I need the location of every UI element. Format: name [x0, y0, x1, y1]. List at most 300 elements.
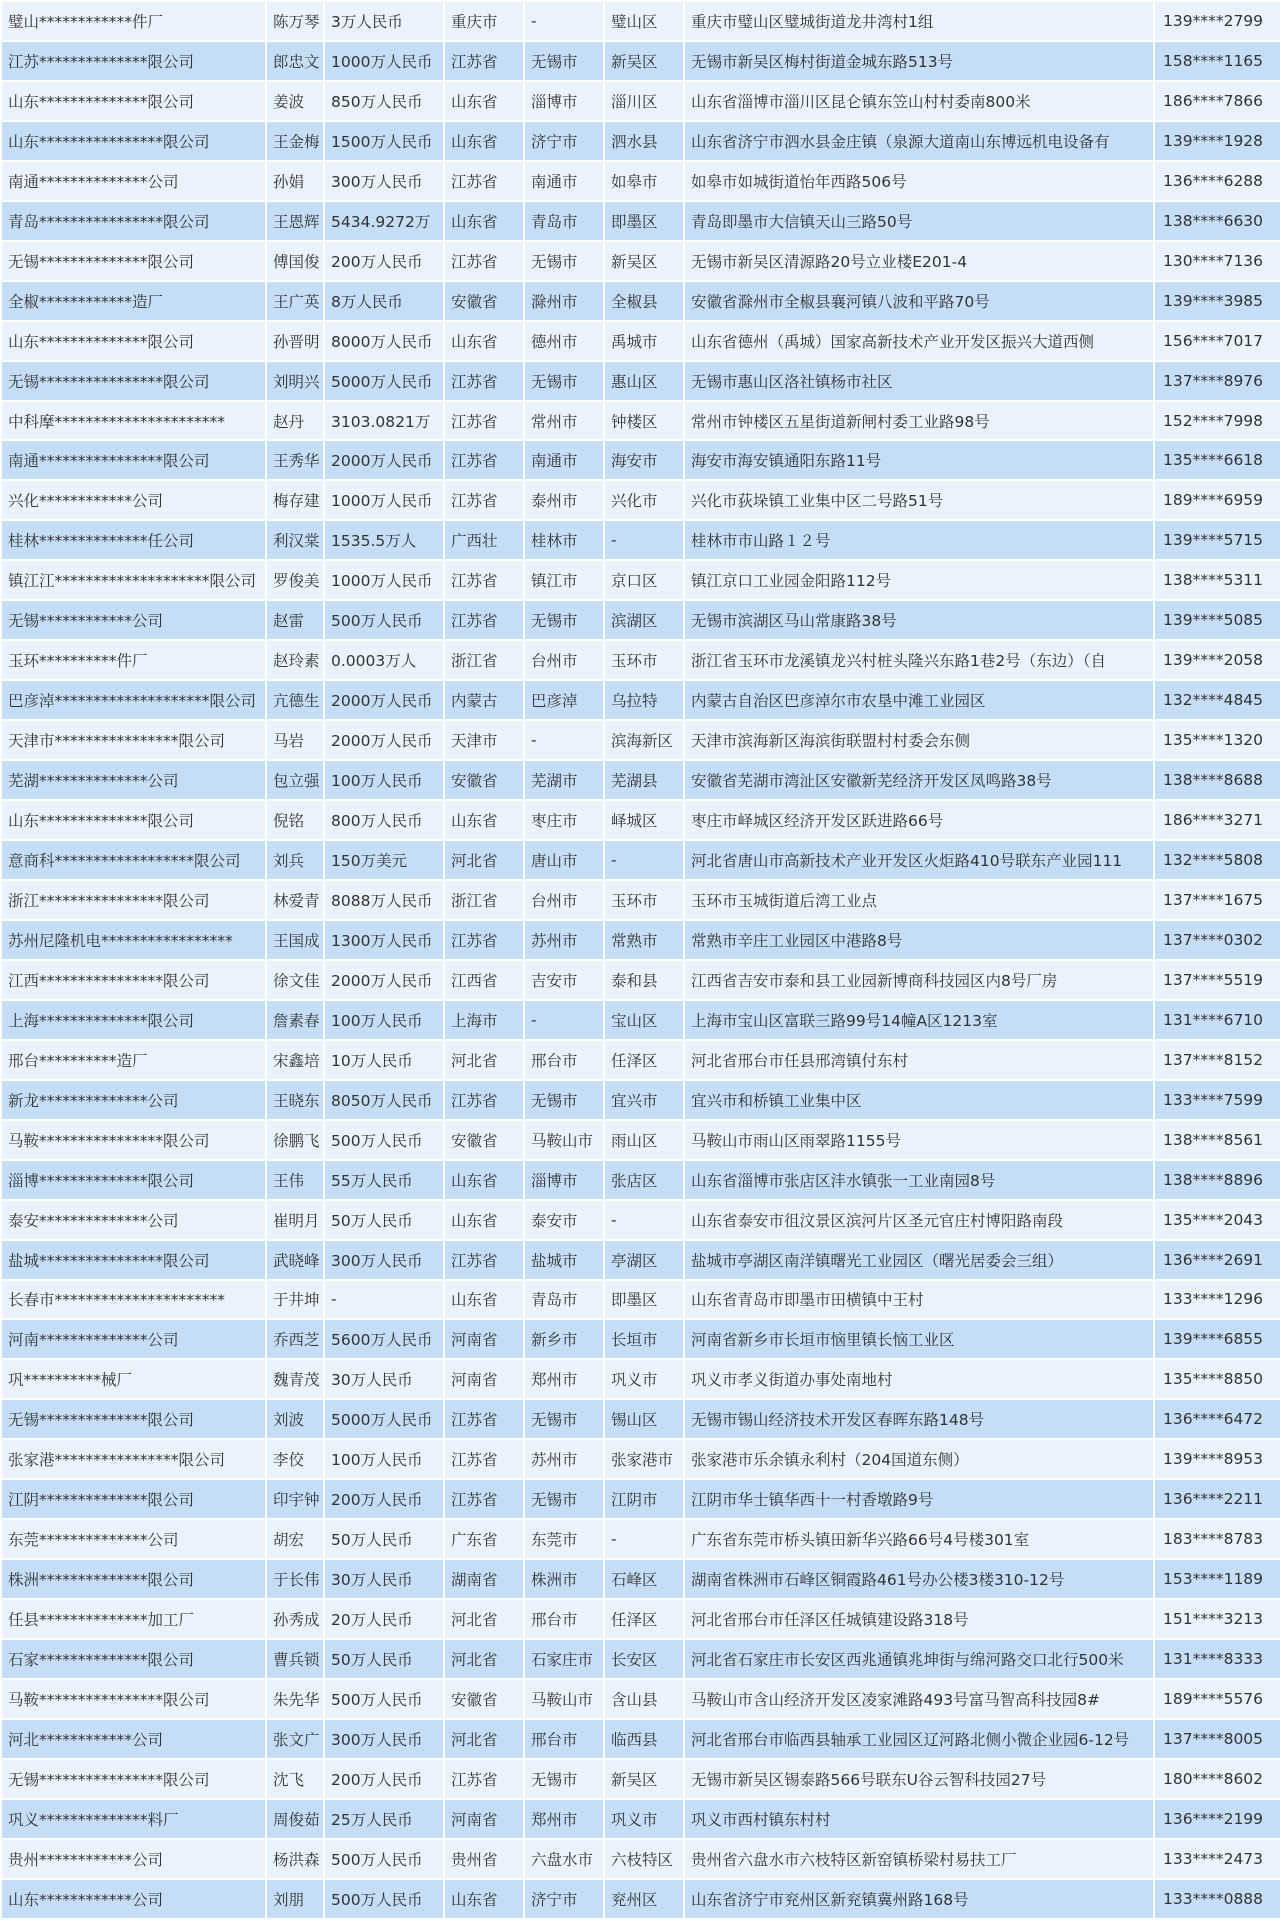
district-cell: 任泽区	[604, 1040, 684, 1080]
city-cell: 无锡市	[524, 1479, 604, 1519]
company-name-cell: 南通**************公司	[1, 161, 266, 201]
city-cell: 无锡市	[524, 1759, 604, 1799]
city-cell: 济宁市	[524, 121, 604, 161]
legal-person-cell: 于井坤	[266, 1280, 324, 1320]
province-cell: 安徽省	[444, 760, 524, 800]
address-cell: 河北省唐山市高新技术产业开发区火炬路410号联东产业园111	[684, 840, 1154, 880]
district-cell: 禹城市	[604, 321, 684, 361]
province-cell: 山东省	[444, 201, 524, 241]
province-cell: 江苏省	[444, 401, 524, 441]
province-cell: 上海市	[444, 1000, 524, 1040]
phone-cell: 139****3985	[1154, 281, 1280, 321]
district-cell: 雨山区	[604, 1120, 684, 1160]
district-cell: 淄川区	[604, 81, 684, 121]
province-cell: 广西壮	[444, 520, 524, 560]
province-cell: 河北省	[444, 1599, 524, 1639]
table-row	[1, 1080, 1280, 1120]
legal-person-cell: 宋鑫培	[266, 1040, 324, 1080]
address-cell: 贵州省六盘水市六枝特区新窑镇桥梁村易扶工厂	[684, 1839, 1154, 1879]
city-cell: 南通市	[524, 440, 604, 480]
province-cell: 安徽省	[444, 1679, 524, 1719]
table-row	[1, 121, 1280, 161]
address-cell: 如皋市如城街道怡年西路506号	[684, 161, 1154, 201]
phone-cell: 137****5519	[1154, 960, 1280, 1000]
legal-person-cell: 王金梅	[266, 121, 324, 161]
registered-capital-cell: 3103.0821万	[324, 401, 444, 441]
legal-person-cell: 梅存建	[266, 480, 324, 520]
registered-capital-cell: 500万人民币	[324, 1120, 444, 1160]
province-cell: 山东省	[444, 121, 524, 161]
phone-cell: 153****1189	[1154, 1559, 1280, 1599]
legal-person-cell: 朱先华	[266, 1679, 324, 1719]
table-row	[1, 1839, 1280, 1879]
district-cell: 常熟市	[604, 920, 684, 960]
province-cell: 山东省	[444, 1280, 524, 1320]
phone-cell: 139****5715	[1154, 520, 1280, 560]
table-row	[1, 680, 1280, 720]
province-cell: 江苏省	[444, 41, 524, 81]
province-cell: 江苏省	[444, 920, 524, 960]
company-name-cell: 镇江江********************限公司	[1, 560, 266, 600]
table-row	[1, 720, 1280, 760]
district-cell: 京口区	[604, 560, 684, 600]
province-cell: 河南省	[444, 1359, 524, 1399]
legal-person-cell: 林爱青	[266, 880, 324, 920]
city-cell: 吉安市	[524, 960, 604, 1000]
legal-person-cell: 陈万琴	[266, 1, 324, 41]
district-cell: 石峰区	[604, 1559, 684, 1599]
district-cell: -	[604, 1200, 684, 1240]
province-cell: 山东省	[444, 1160, 524, 1200]
table-row	[1, 1759, 1280, 1799]
phone-cell: 186****3271	[1154, 800, 1280, 840]
registered-capital-cell: 200万人民币	[324, 241, 444, 281]
company-name-cell: 芜湖**************公司	[1, 760, 266, 800]
table-row	[1, 201, 1280, 241]
address-cell: 张家港市乐余镇永利村（204国道东侧）	[684, 1439, 1154, 1479]
phone-cell: 189****6959	[1154, 480, 1280, 520]
legal-person-cell: 赵雷	[266, 600, 324, 640]
table-row	[1, 440, 1280, 480]
phone-cell: 132****5808	[1154, 840, 1280, 880]
district-cell: -	[604, 520, 684, 560]
city-cell: 镇江市	[524, 560, 604, 600]
registered-capital-cell: 2000万人民币	[324, 680, 444, 720]
legal-person-cell: 王国成	[266, 920, 324, 960]
province-cell: 山东省	[444, 800, 524, 840]
phone-cell: 183****8783	[1154, 1519, 1280, 1559]
legal-person-cell: 崔明月	[266, 1200, 324, 1240]
legal-person-cell: 曹兵锁	[266, 1639, 324, 1679]
legal-person-cell: 王晓东	[266, 1080, 324, 1120]
phone-cell: 139****6855	[1154, 1319, 1280, 1359]
company-name-cell: 江西****************限公司	[1, 960, 266, 1000]
city-cell: 济宁市	[524, 1879, 604, 1919]
company-name-cell: 山东************公司	[1, 1879, 266, 1919]
phone-cell: 135****1320	[1154, 720, 1280, 760]
district-cell: 长垣市	[604, 1319, 684, 1359]
district-cell: 如皋市	[604, 161, 684, 201]
company-name-cell: 璧山************件厂	[1, 1, 266, 41]
legal-person-cell: 徐鹏飞	[266, 1120, 324, 1160]
company-name-cell: 贵州************公司	[1, 1839, 266, 1879]
district-cell: 乌拉特	[604, 680, 684, 720]
address-cell: 常熟市辛庄工业园区中港路8号	[684, 920, 1154, 960]
legal-person-cell: 刘波	[266, 1399, 324, 1439]
district-cell: 宜兴市	[604, 1080, 684, 1120]
legal-person-cell: 孙晋明	[266, 321, 324, 361]
district-cell: 长安区	[604, 1639, 684, 1679]
address-cell: 巩义市孝义街道办事处南地村	[684, 1359, 1154, 1399]
registered-capital-cell: 100万人民币	[324, 1000, 444, 1040]
province-cell: 广东省	[444, 1519, 524, 1559]
company-name-cell: 马鞍****************限公司	[1, 1679, 266, 1719]
phone-cell: 158****1165	[1154, 41, 1280, 81]
province-cell: 江西省	[444, 960, 524, 1000]
city-cell: 苏州市	[524, 920, 604, 960]
table-row	[1, 800, 1280, 840]
address-cell: 山东省泰安市徂汶景区滨河片区圣元官庄村博阳路南段	[684, 1200, 1154, 1240]
legal-person-cell: 利汉棠	[266, 520, 324, 560]
province-cell: 浙江省	[444, 640, 524, 680]
phone-cell: 137****8152	[1154, 1040, 1280, 1080]
registered-capital-cell: 2000万人民币	[324, 440, 444, 480]
province-cell: 山东省	[444, 1200, 524, 1240]
address-cell: 马鞍山市雨山区雨翠路1155号	[684, 1120, 1154, 1160]
address-cell: 无锡市滨湖区马山常康路38号	[684, 600, 1154, 640]
table-row	[1, 1240, 1280, 1280]
legal-person-cell: 张文广	[266, 1719, 324, 1759]
registered-capital-cell: 50万人民币	[324, 1519, 444, 1559]
table-row	[1, 1120, 1280, 1160]
district-cell: 新吴区	[604, 1759, 684, 1799]
table-row	[1, 520, 1280, 560]
city-cell: 株洲市	[524, 1559, 604, 1599]
company-name-cell: 新龙**************公司	[1, 1080, 266, 1120]
city-cell: 青岛市	[524, 201, 604, 241]
phone-cell: 138****5311	[1154, 560, 1280, 600]
address-cell: 重庆市璧山区璧城街道龙井湾村1组	[684, 1, 1154, 41]
address-cell: 河北省邢台市任泽区任城镇建设路318号	[684, 1599, 1154, 1639]
phone-cell: 189****5576	[1154, 1679, 1280, 1719]
table-row	[1, 1040, 1280, 1080]
table-row	[1, 1559, 1280, 1599]
province-cell: 江苏省	[444, 1439, 524, 1479]
address-cell: 上海市宝山区富联三路99号14幢A区1213室	[684, 1000, 1154, 1040]
company-name-cell: 东莞**************公司	[1, 1519, 266, 1559]
company-name-cell: 巩**********械厂	[1, 1359, 266, 1399]
district-cell: 兖州区	[604, 1879, 684, 1919]
district-cell: 新吴区	[604, 241, 684, 281]
province-cell: 河北省	[444, 840, 524, 880]
address-cell: 镇江京口工业园金阳路112号	[684, 560, 1154, 600]
address-cell: 广东省东莞市桥头镇田新华兴路66号4号楼301室	[684, 1519, 1154, 1559]
district-cell: 巩义市	[604, 1359, 684, 1399]
city-cell: 邢台市	[524, 1599, 604, 1639]
company-name-cell: 江阴**************限公司	[1, 1479, 266, 1519]
legal-person-cell: 赵丹	[266, 401, 324, 441]
city-cell: 石家庄市	[524, 1639, 604, 1679]
phone-cell: 133****1296	[1154, 1280, 1280, 1320]
address-cell: 天津市滨海新区海滨街联盟村村委会东侧	[684, 720, 1154, 760]
legal-person-cell: 杨洪森	[266, 1839, 324, 1879]
district-cell: 峄城区	[604, 800, 684, 840]
province-cell: 江苏省	[444, 161, 524, 201]
legal-person-cell: 罗俊美	[266, 560, 324, 600]
table-row	[1, 1799, 1280, 1839]
district-cell: 巩义市	[604, 1799, 684, 1839]
table-row	[1, 1160, 1280, 1200]
registered-capital-cell: 500万人民币	[324, 1679, 444, 1719]
registered-capital-cell: 100万人民币	[324, 760, 444, 800]
table-row	[1, 480, 1280, 520]
district-cell: 玉环市	[604, 880, 684, 920]
phone-cell: 186****7866	[1154, 81, 1280, 121]
city-cell: 六盘水市	[524, 1839, 604, 1879]
table-row	[1, 1, 1280, 41]
district-cell: 任泽区	[604, 1599, 684, 1639]
company-name-cell: 河北************公司	[1, 1719, 266, 1759]
legal-person-cell: 倪铭	[266, 800, 324, 840]
province-cell: 河南省	[444, 1319, 524, 1359]
district-cell: 张家港市	[604, 1439, 684, 1479]
registered-capital-cell: 850万人民币	[324, 81, 444, 121]
company-name-cell: 盐城****************限公司	[1, 1240, 266, 1280]
registered-capital-cell: 300万人民币	[324, 161, 444, 201]
province-cell: 安徽省	[444, 1120, 524, 1160]
city-cell: 新乡市	[524, 1319, 604, 1359]
registered-capital-cell: 200万人民币	[324, 1479, 444, 1519]
registered-capital-cell: 1000万人民币	[324, 480, 444, 520]
registered-capital-cell: 8000万人民币	[324, 321, 444, 361]
city-cell: 无锡市	[524, 361, 604, 401]
company-name-cell: 石家**************限公司	[1, 1639, 266, 1679]
registered-capital-cell: 100万人民币	[324, 1439, 444, 1479]
phone-cell: 139****5085	[1154, 600, 1280, 640]
city-cell: 淄博市	[524, 1160, 604, 1200]
province-cell: 江苏省	[444, 560, 524, 600]
city-cell: 郑州市	[524, 1359, 604, 1399]
legal-person-cell: 徐文佳	[266, 960, 324, 1000]
phone-cell: 130****7136	[1154, 241, 1280, 281]
district-cell: 海安市	[604, 440, 684, 480]
phone-cell: 152****7998	[1154, 401, 1280, 441]
company-name-cell: 苏州尼隆机电*****************	[1, 920, 266, 960]
company-name-cell: 浙江****************限公司	[1, 880, 266, 920]
city-cell: -	[524, 1, 604, 41]
table-row	[1, 1319, 1280, 1359]
company-name-cell: 河南**************公司	[1, 1319, 266, 1359]
address-cell: 无锡市新吴区梅村街道金城东路513号	[684, 41, 1154, 81]
phone-cell: 137****8976	[1154, 361, 1280, 401]
registered-capital-cell: 8050万人民币	[324, 1080, 444, 1120]
company-name-cell: 上海**************限公司	[1, 1000, 266, 1040]
company-name-cell: 无锡************公司	[1, 600, 266, 640]
registered-capital-cell: 150万美元	[324, 840, 444, 880]
city-cell: 无锡市	[524, 1399, 604, 1439]
province-cell: 江苏省	[444, 1240, 524, 1280]
company-name-cell: 无锡****************限公司	[1, 361, 266, 401]
company-name-cell: 无锡****************限公司	[1, 1759, 266, 1799]
table-row	[1, 640, 1280, 680]
company-name-cell: 南通****************限公司	[1, 440, 266, 480]
registered-capital-cell: 3万人民币	[324, 1, 444, 41]
legal-person-cell: 乔西芝	[266, 1319, 324, 1359]
table-row	[1, 401, 1280, 441]
registered-capital-cell: 1000万人民币	[324, 41, 444, 81]
registered-capital-cell: 8万人民币	[324, 281, 444, 321]
phone-cell: 138****8688	[1154, 760, 1280, 800]
company-name-cell: 兴化************公司	[1, 480, 266, 520]
table-row	[1, 1439, 1280, 1479]
registered-capital-cell: 25万人民币	[324, 1799, 444, 1839]
district-cell: -	[604, 840, 684, 880]
phone-cell: 136****6288	[1154, 161, 1280, 201]
table-row	[1, 920, 1280, 960]
address-cell: 盐城市亭湖区南洋镇曙光工业园区（曙光居委会三组）	[684, 1240, 1154, 1280]
table-row	[1, 161, 1280, 201]
table-row	[1, 1879, 1280, 1919]
table-row	[1, 1679, 1280, 1719]
registered-capital-cell: 800万人民币	[324, 800, 444, 840]
district-cell: 泗水县	[604, 121, 684, 161]
city-cell: 桂林市	[524, 520, 604, 560]
company-name-cell: 全椒************造厂	[1, 281, 266, 321]
legal-person-cell: 王广英	[266, 281, 324, 321]
table-row	[1, 1519, 1280, 1559]
district-cell: 锡山区	[604, 1399, 684, 1439]
address-cell: 无锡市新吴区锡泰路566号联东U谷云智科技园27号	[684, 1759, 1154, 1799]
legal-person-cell: 亢德生	[266, 680, 324, 720]
address-cell: 山东省淄博市淄川区昆仑镇东笠山村村委南800米	[684, 81, 1154, 121]
address-cell: 山东省青岛市即墨市田横镇中王村	[684, 1280, 1154, 1320]
city-cell: 泰安市	[524, 1200, 604, 1240]
address-cell: 山东省德州（禹城）国家高新技术产业开发区振兴大道西侧	[684, 321, 1154, 361]
company-name-cell: 玉环**********件厂	[1, 640, 266, 680]
city-cell: 芜湖市	[524, 760, 604, 800]
phone-cell: 136****2211	[1154, 1479, 1280, 1519]
registered-capital-cell: 8088万人民币	[324, 880, 444, 920]
phone-cell: 135****2043	[1154, 1200, 1280, 1240]
address-cell: 河北省邢台市临西县轴承工业园区辽河路北侧小微企业园6-12号	[684, 1719, 1154, 1759]
table-row	[1, 1639, 1280, 1679]
legal-person-cell: 赵玲素	[266, 640, 324, 680]
city-cell: 青岛市	[524, 1280, 604, 1320]
province-cell: 重庆市	[444, 1, 524, 41]
registered-capital-cell: 1000万人民币	[324, 560, 444, 600]
city-cell: 泰州市	[524, 480, 604, 520]
district-cell: 宝山区	[604, 1000, 684, 1040]
address-cell: 巩义市西村镇东村村	[684, 1799, 1154, 1839]
registered-capital-cell: 10万人民币	[324, 1040, 444, 1080]
table-row	[1, 1479, 1280, 1519]
legal-person-cell: 詹素春	[266, 1000, 324, 1040]
registered-capital-cell: 50万人民币	[324, 1200, 444, 1240]
phone-cell: 133****2473	[1154, 1839, 1280, 1879]
registered-capital-cell: 30万人民币	[324, 1559, 444, 1599]
district-cell: 六枝特区	[604, 1839, 684, 1879]
district-cell: 芜湖县	[604, 760, 684, 800]
address-cell: 桂林市市山路１２号	[684, 520, 1154, 560]
phone-cell: 138****6630	[1154, 201, 1280, 241]
province-cell: 江苏省	[444, 440, 524, 480]
city-cell: 枣庄市	[524, 800, 604, 840]
province-cell: 内蒙古	[444, 680, 524, 720]
province-cell: 安徽省	[444, 281, 524, 321]
table-row	[1, 1280, 1280, 1320]
district-cell: 临西县	[604, 1719, 684, 1759]
address-cell: 玉环市玉城街道后湾工业点	[684, 880, 1154, 920]
district-cell: 新吴区	[604, 41, 684, 81]
district-cell: 全椒县	[604, 281, 684, 321]
table-row	[1, 600, 1280, 640]
address-cell: 宜兴市和桥镇工业集中区	[684, 1080, 1154, 1120]
table-body	[1, 1, 1280, 1919]
province-cell: 江苏省	[444, 480, 524, 520]
legal-person-cell: 于长伟	[266, 1559, 324, 1599]
address-cell: 无锡市新吴区清源路20号立业楼E201-4	[684, 241, 1154, 281]
address-cell: 兴化市荻垛镇工业集中区二号路51号	[684, 480, 1154, 520]
table-row	[1, 1359, 1280, 1399]
legal-person-cell: 傅国俊	[266, 241, 324, 281]
province-cell: 山东省	[444, 321, 524, 361]
company-name-cell: 无锡**************限公司	[1, 241, 266, 281]
city-cell: 台州市	[524, 880, 604, 920]
registered-capital-cell: -	[324, 1280, 444, 1320]
legal-person-cell: 王伟	[266, 1160, 324, 1200]
district-cell: 璧山区	[604, 1, 684, 41]
city-cell: 无锡市	[524, 41, 604, 81]
registered-capital-cell: 55万人民币	[324, 1160, 444, 1200]
phone-cell: 137****8005	[1154, 1719, 1280, 1759]
company-name-cell: 意商科******************限公司	[1, 840, 266, 880]
phone-cell: 136****6472	[1154, 1399, 1280, 1439]
district-cell: 江阴市	[604, 1479, 684, 1519]
table-row	[1, 1399, 1280, 1439]
city-cell: 邢台市	[524, 1719, 604, 1759]
address-cell: 无锡市惠山区洛社镇杨市社区	[684, 361, 1154, 401]
district-cell: 钟楼区	[604, 401, 684, 441]
province-cell: 天津市	[444, 720, 524, 760]
phone-cell: 137****0302	[1154, 920, 1280, 960]
registered-capital-cell: 300万人民币	[324, 1240, 444, 1280]
phone-cell: 136****2199	[1154, 1799, 1280, 1839]
address-cell: 安徽省芜湖市湾沚区安徽新芜经济开发区凤鸣路38号	[684, 760, 1154, 800]
address-cell: 安徽省滁州市全椒县襄河镇八波和平路70号	[684, 281, 1154, 321]
legal-person-cell: 马岩	[266, 720, 324, 760]
city-cell: 东莞市	[524, 1519, 604, 1559]
address-cell: 江阴市华士镇华西十一村香墩路9号	[684, 1479, 1154, 1519]
phone-cell: 138****8896	[1154, 1160, 1280, 1200]
company-name-cell: 长春市**********************	[1, 1280, 266, 1320]
company-name-cell: 江苏**************限公司	[1, 41, 266, 81]
company-name-cell: 中科摩**********************	[1, 401, 266, 441]
legal-person-cell: 孙娟	[266, 161, 324, 201]
district-cell: 即墨区	[604, 201, 684, 241]
district-cell: 即墨区	[604, 1280, 684, 1320]
city-cell: -	[524, 1000, 604, 1040]
registered-capital-cell: 20万人民币	[324, 1599, 444, 1639]
legal-person-cell: 刘明兴	[266, 361, 324, 401]
company-name-cell: 泰安**************公司	[1, 1200, 266, 1240]
city-cell: 淄博市	[524, 81, 604, 121]
address-cell: 常州市钟楼区五星街道新闸村委工业路98号	[684, 401, 1154, 441]
city-cell: 德州市	[524, 321, 604, 361]
company-name-cell: 任县**************加工厂	[1, 1599, 266, 1639]
table-row	[1, 840, 1280, 880]
address-cell: 河北省石家庄市长安区西兆通镇兆坤街与绵河路交口北行500米	[684, 1639, 1154, 1679]
registered-capital-cell: 1535.5万人	[324, 520, 444, 560]
